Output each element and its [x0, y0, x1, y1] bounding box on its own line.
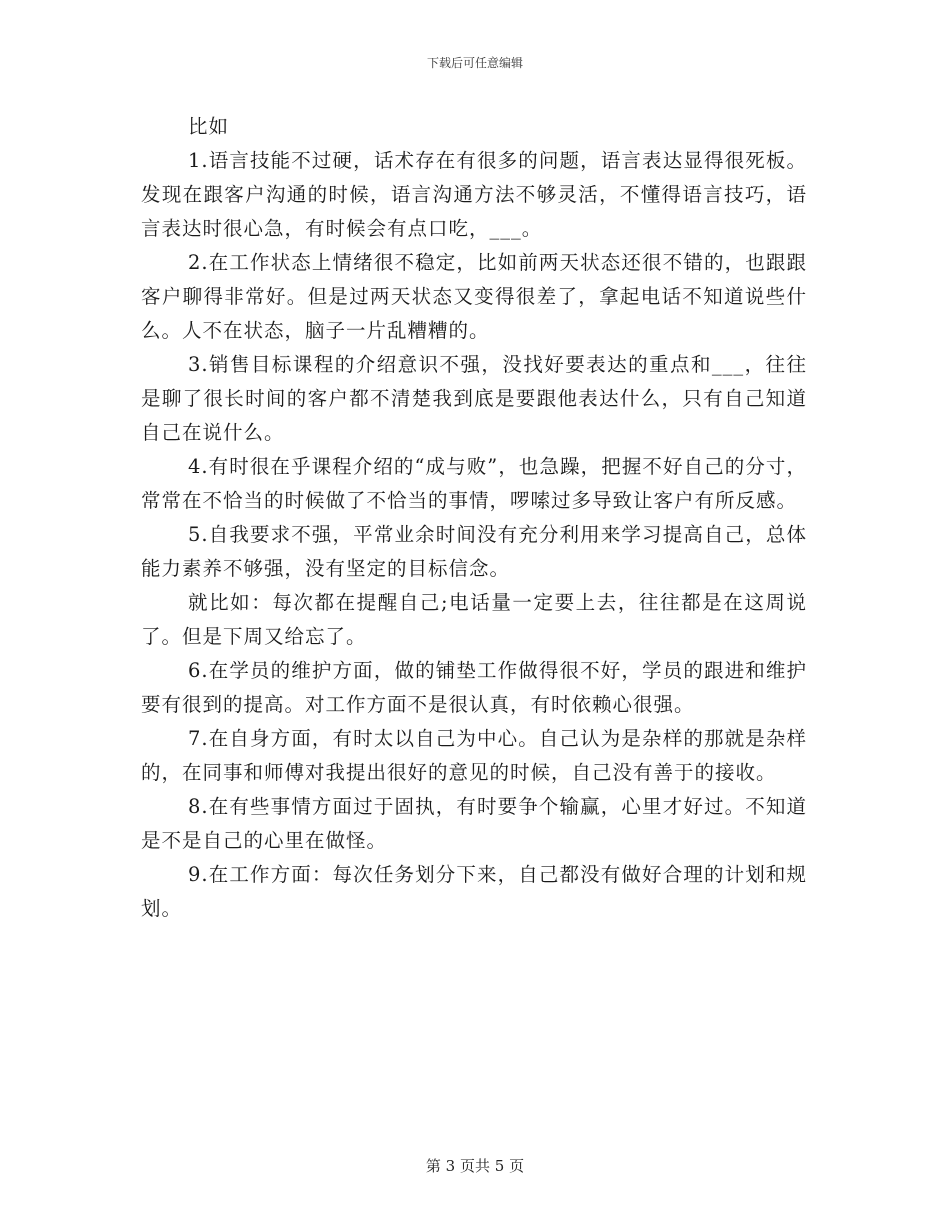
page-header: 下载后可任意编辑	[426, 56, 523, 70]
page-footer: 第 3 页共 5 页	[425, 1157, 525, 1175]
paragraph-item-2: 2.在工作状态上情绪很不稳定，比如前两天状态还很不错的，也跟跟客户聊得非常好。但是过两天状态又变得很差了，拿起电话不知道说些什么。人不在状态，脑子一片乱糟糟的。	[141, 251, 807, 342]
paragraph-intro: 比如	[188, 115, 230, 138]
paragraph-item-6: 6.在学员的维护方面，做的铺垫工作做得很不好，学员的跟进和维护要有很到的提高。对工作方面不是很认真，有时依赖心很强。	[141, 659, 807, 716]
paragraph-item-5: 5.自我要求不强，平常业余时间没有充分利用来学习提高自己，总体能力素养不够强，没有坚定的目标信念。	[141, 523, 807, 580]
paragraph-item-8: 8.在有些事情方面过于固执，有时要争个输赢，心里才好过。不知道是不是自己的心里在做怪。	[141, 795, 807, 852]
paragraph-item-7: 7.在自身方面，有时太以自己为中心。自己认为是杂样的那就是杂样的，在同事和师傅对我提出很好的意见的时候，自己没有善于的接收。	[141, 727, 807, 784]
paragraph-example: 就比如：每次都在提醒自己;电话量一定要上去，往往都是在这周说了。但是下周又给忘了。	[141, 591, 807, 648]
paragraph-item-9: 9.在工作方面：每次任务划分下来，自己都没有做好合理的计划和规划。	[141, 863, 807, 920]
document-body	[141, 110, 807, 926]
paragraph-item-4: 4.有时很在乎课程介绍的“成与败”，也急躁，把握不好自己的分寸，常常在不恰当的时候做了不恰当的事情，啰嗦过多导致让客户有所反感。	[141, 455, 807, 512]
paragraph-item-3: 3.销售目标课程的介绍意识不强，没找好要表达的重点和___，往往是聊了很长时间的客户都不清楚我到底是要跟他表达什么，只有自己知道自己在说什么。	[141, 353, 807, 444]
paragraph-item-1: 1.语言技能不过硬，话术存在有很多的问题，语言表达显得很死板。发现在跟客户沟通的时候，语言沟通方法不够灵活，不懂得语言技巧，语言表达时很心急，有时候会有点口吃，___。	[141, 149, 807, 240]
